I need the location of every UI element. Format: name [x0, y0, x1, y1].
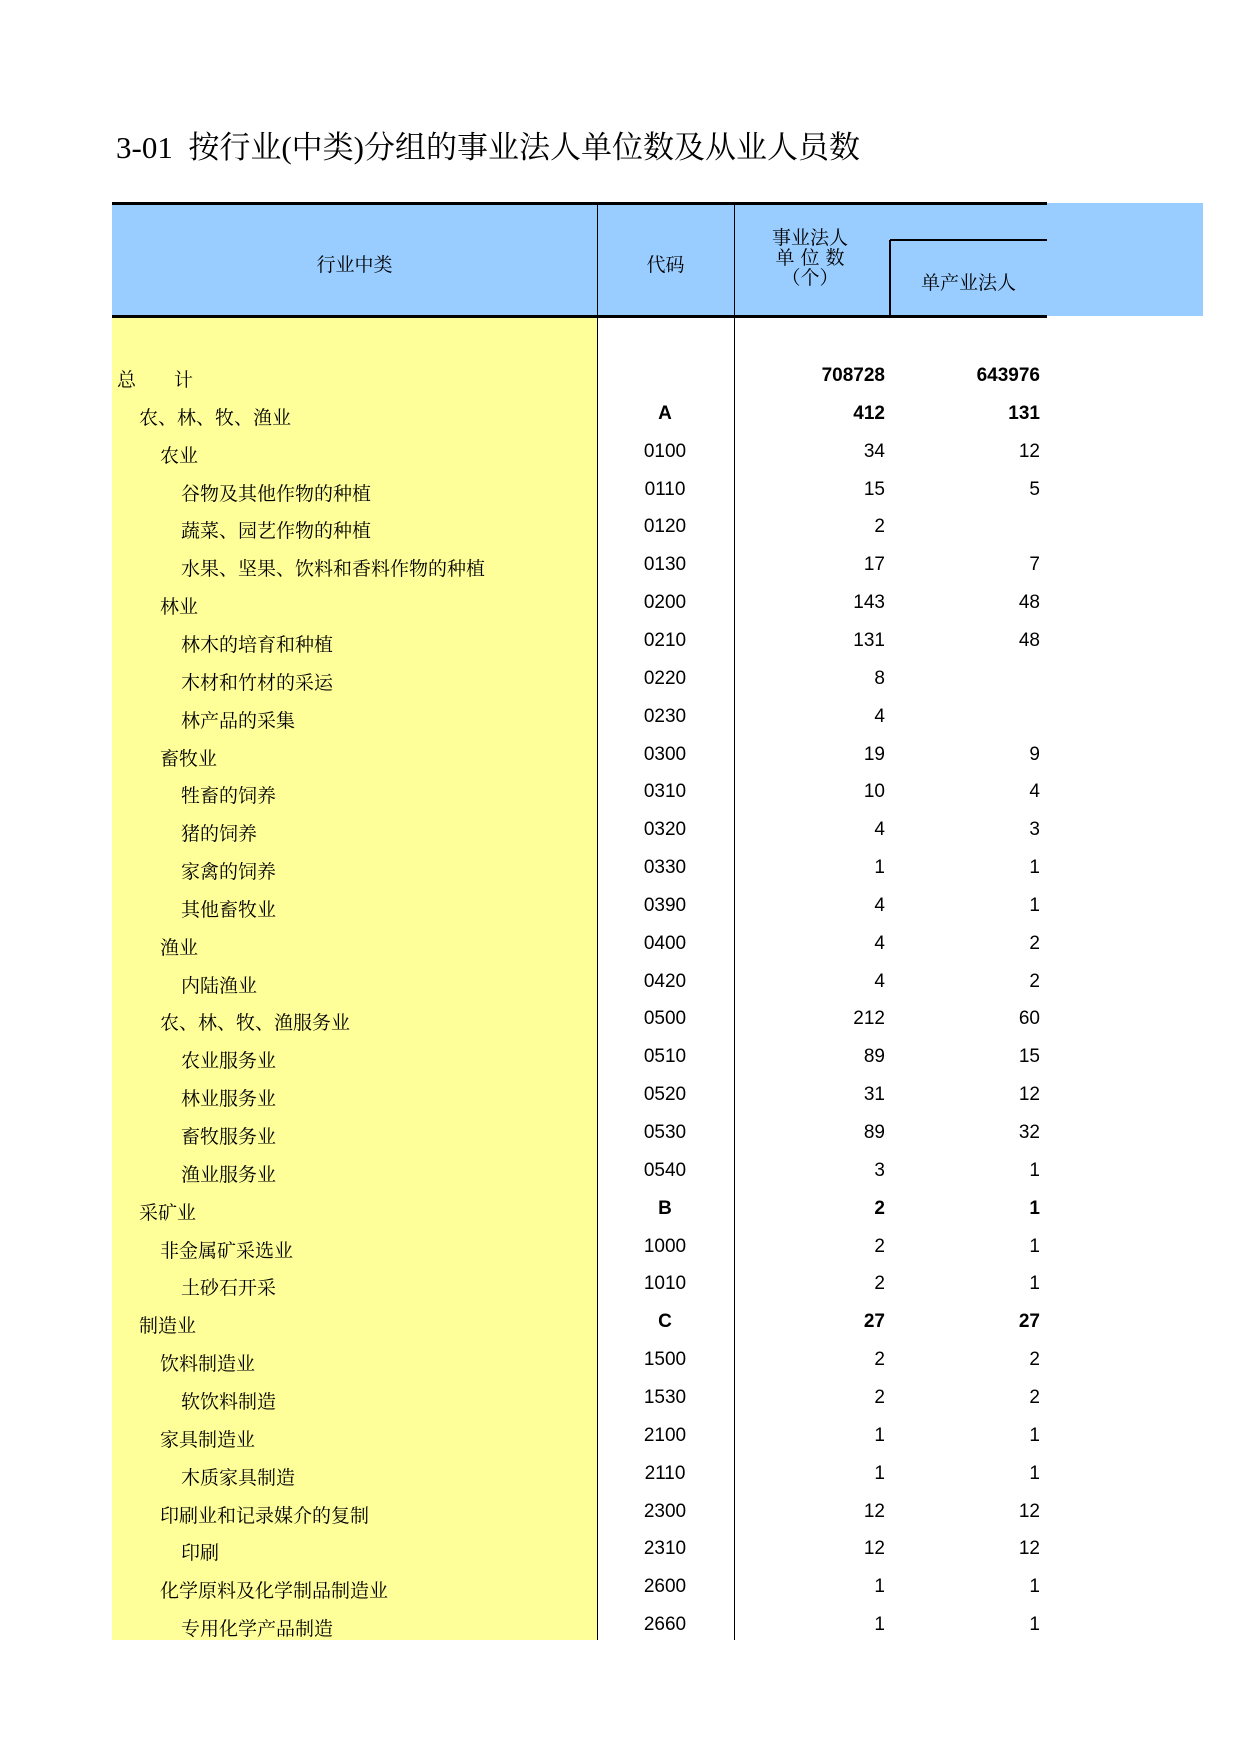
row-single: 1 — [1029, 1462, 1040, 1484]
header-units-line: 单 位 数 — [775, 247, 845, 269]
row-units: 1 — [874, 1424, 885, 1446]
header-units-line: 事业法人 — [771, 227, 848, 249]
row-single: 1 — [1029, 894, 1040, 916]
row-code: 0100 — [643, 440, 687, 462]
table-row — [0, 584, 1240, 620]
row-name: 饮料制造业 — [160, 1353, 256, 1376]
row-units: 4 — [874, 705, 885, 727]
row-code: A — [658, 402, 672, 424]
row-units: 34 — [863, 440, 885, 462]
row-single: 1 — [1029, 1576, 1040, 1598]
row-single: 7 — [1029, 554, 1040, 576]
table-row — [0, 887, 1240, 923]
row-name: 农、林、牧、渔服务业 — [160, 1012, 351, 1035]
row-name: 农业服务业 — [181, 1050, 277, 1073]
table-row — [0, 1530, 1240, 1566]
row-code: 2100 — [643, 1424, 687, 1446]
row-code: 0300 — [643, 743, 687, 765]
table-row — [0, 1152, 1240, 1188]
row-single: 9 — [1029, 743, 1040, 765]
row-single: 32 — [1018, 1122, 1040, 1143]
row-single: 4 — [1029, 781, 1040, 803]
row-single: 48 — [1018, 592, 1040, 614]
table-row — [0, 471, 1240, 507]
row-units: 2 — [874, 1273, 885, 1295]
row-name: 采矿业 — [139, 1201, 197, 1224]
row-single: 1 — [1029, 1159, 1040, 1181]
row-single: 643976 — [976, 365, 1040, 386]
row-single: 2 — [1029, 1349, 1040, 1371]
table-row — [0, 433, 1240, 469]
table-row — [0, 1303, 1240, 1339]
table-row — [0, 811, 1240, 847]
table-row — [0, 1455, 1240, 1491]
row-name: 畜牧服务业 — [181, 1126, 277, 1148]
row-code: 0530 — [643, 1122, 687, 1143]
row-single: 27 — [1018, 1311, 1040, 1333]
row-units: 1 — [874, 1614, 885, 1636]
table-row — [0, 1417, 1240, 1453]
row-single: 12 — [1018, 1500, 1040, 1522]
row-name: 牲畜的饲养 — [181, 785, 277, 808]
row-code: 1530 — [643, 1386, 687, 1408]
subheader-border — [890, 239, 1047, 241]
row-code: B — [658, 1197, 672, 1219]
table-row — [0, 622, 1240, 658]
table-row — [0, 1000, 1240, 1036]
row-code: 0210 — [643, 629, 687, 651]
table-row — [0, 357, 1240, 393]
table-row — [0, 736, 1240, 772]
table-row — [0, 1265, 1240, 1301]
row-single: 2 — [1029, 1386, 1040, 1408]
row-code: 0130 — [643, 554, 687, 576]
row-units: 89 — [863, 1122, 885, 1143]
row-name: 家具制造业 — [160, 1428, 256, 1451]
header-bottom-border — [112, 315, 1047, 318]
table-row — [0, 773, 1240, 809]
row-units: 2 — [874, 516, 885, 538]
top-border — [112, 202, 1047, 205]
row-name: 家禽的饲养 — [181, 861, 277, 884]
row-code: 2660 — [643, 1614, 687, 1636]
table-row — [0, 963, 1240, 999]
row-code: 0330 — [643, 857, 687, 879]
row-code: C — [658, 1311, 672, 1333]
row-units: 4 — [874, 932, 885, 954]
row-units: 15 — [863, 478, 885, 500]
row-single: 12 — [1018, 1538, 1040, 1560]
row-name: 制造业 — [139, 1315, 197, 1338]
row-name: 林业服务业 — [181, 1088, 277, 1111]
header-fill — [1047, 203, 1203, 316]
table-row — [0, 1114, 1240, 1150]
row-name: 土砂石开采 — [181, 1277, 277, 1300]
row-code: 0310 — [643, 781, 687, 803]
row-units: 27 — [863, 1311, 885, 1333]
row-units: 19 — [863, 743, 885, 765]
row-single: 1 — [1029, 1235, 1040, 1257]
row-single: 3 — [1029, 819, 1040, 841]
row-name: 林业 — [160, 596, 199, 619]
table-row — [0, 1493, 1240, 1529]
row-single: 1 — [1029, 1424, 1040, 1446]
header-single: 单产业法人 — [920, 272, 1016, 294]
row-single: 2 — [1029, 932, 1040, 954]
row-code: 0500 — [643, 1008, 687, 1030]
row-code: 0110 — [644, 478, 686, 500]
table-row — [0, 508, 1240, 544]
row-code: 2600 — [643, 1576, 687, 1598]
row-name: 化学原料及化学制品制造业 — [160, 1580, 389, 1603]
row-single: 12 — [1018, 440, 1040, 462]
row-units: 10 — [863, 781, 885, 803]
row-code: 0520 — [643, 1084, 687, 1106]
row-units: 12 — [863, 1538, 885, 1560]
table-row — [0, 1341, 1240, 1377]
row-code: 2300 — [643, 1500, 687, 1522]
row-code: 0400 — [643, 932, 687, 954]
row-name: 印刷业和记录媒介的复制 — [160, 1504, 370, 1527]
table-row — [0, 546, 1240, 582]
row-units: 4 — [874, 819, 885, 841]
row-name: 木质家具制造 — [181, 1466, 296, 1489]
page-title: 3-01 按行业(中类)分组的事业法人单位数及从业人员数 — [116, 130, 860, 165]
row-name: 非金属矿采选业 — [160, 1239, 294, 1262]
row-code: 0200 — [643, 592, 687, 614]
row-name: 农业 — [160, 444, 199, 467]
row-code: 0510 — [643, 1046, 687, 1068]
row-name: 林木的培育和种植 — [181, 633, 334, 656]
row-name: 猪的饲养 — [181, 823, 258, 846]
row-name: 林产品的采集 — [181, 709, 296, 732]
row-code: 0320 — [643, 819, 687, 841]
row-code: 0230 — [643, 705, 687, 727]
row-code: 0220 — [643, 667, 687, 689]
row-units: 8 — [874, 667, 885, 689]
table-row — [0, 1076, 1240, 1112]
row-name: 畜牧业 — [160, 747, 218, 770]
table-row — [0, 698, 1240, 734]
row-code: 2310 — [643, 1538, 687, 1560]
row-code: 0540 — [643, 1159, 687, 1181]
header-units — [755, 228, 865, 288]
header-units-line: （个） — [781, 267, 839, 289]
row-name: 蔬菜、园艺作物的种植 — [181, 520, 372, 543]
row-units: 1 — [874, 1462, 885, 1484]
table-row — [0, 1568, 1240, 1604]
row-code: 0420 — [643, 970, 687, 992]
table-row — [0, 925, 1240, 961]
row-single: 5 — [1029, 478, 1040, 500]
row-name: 水果、坚果、饮料和香料作物的种植 — [181, 558, 486, 581]
row-single: 1 — [1029, 1614, 1040, 1636]
row-name: 内陆渔业 — [181, 974, 258, 997]
header-industry: 行业中类 — [316, 254, 393, 276]
row-units: 143 — [853, 592, 885, 614]
table-row — [0, 1038, 1240, 1074]
row-single: 131 — [1008, 402, 1040, 424]
row-units: 2 — [874, 1235, 885, 1257]
row-code: 1500 — [643, 1349, 687, 1371]
row-single: 1 — [1029, 1197, 1040, 1219]
row-name: 印刷 — [181, 1542, 220, 1565]
row-name: 农、林、牧、渔业 — [139, 406, 292, 429]
row-name: 专用化学产品制造 — [181, 1618, 334, 1641]
row-single: 15 — [1018, 1046, 1040, 1068]
row-units: 12 — [863, 1500, 885, 1522]
row-single: 1 — [1029, 857, 1040, 879]
row-units: 2 — [874, 1349, 885, 1371]
table-row — [0, 1379, 1240, 1415]
row-name: 总 计 — [117, 369, 194, 391]
row-units: 1 — [874, 857, 885, 879]
table-row — [0, 660, 1240, 696]
header-code: 代码 — [646, 254, 685, 276]
row-single: 2 — [1029, 970, 1040, 992]
row-units: 31 — [863, 1084, 885, 1106]
row-units: 89 — [863, 1046, 885, 1068]
table-row — [0, 395, 1240, 431]
row-units: 17 — [863, 554, 885, 576]
table-row — [0, 1606, 1240, 1642]
row-units: 1 — [874, 1576, 885, 1598]
row-code: 1010 — [643, 1273, 687, 1295]
row-name: 其他畜牧业 — [181, 898, 277, 921]
row-name: 软饮料制造 — [181, 1390, 277, 1413]
row-name: 谷物及其他作物的种植 — [181, 482, 372, 505]
row-units: 2 — [874, 1197, 885, 1219]
row-units: 4 — [874, 894, 885, 916]
row-single: 48 — [1018, 629, 1040, 651]
row-name: 木材和竹材的采运 — [181, 671, 334, 694]
row-units: 4 — [874, 970, 885, 992]
row-code: 0390 — [643, 894, 687, 916]
row-units: 131 — [853, 629, 885, 651]
row-code: 1000 — [643, 1235, 687, 1257]
row-name: 渔业 — [160, 936, 199, 959]
table-row — [0, 849, 1240, 885]
row-units: 3 — [874, 1159, 885, 1181]
row-code: 2110 — [644, 1462, 686, 1484]
row-units: 708728 — [821, 365, 885, 386]
table-row — [0, 1190, 1240, 1226]
row-name: 渔业服务业 — [181, 1163, 277, 1186]
table-row — [0, 1228, 1240, 1264]
row-code: 0120 — [643, 516, 687, 538]
row-single: 1 — [1029, 1273, 1040, 1295]
row-units: 212 — [853, 1008, 885, 1030]
row-units: 412 — [853, 402, 885, 424]
row-single: 60 — [1018, 1008, 1040, 1030]
row-single: 12 — [1018, 1084, 1040, 1106]
row-units: 2 — [874, 1386, 885, 1408]
